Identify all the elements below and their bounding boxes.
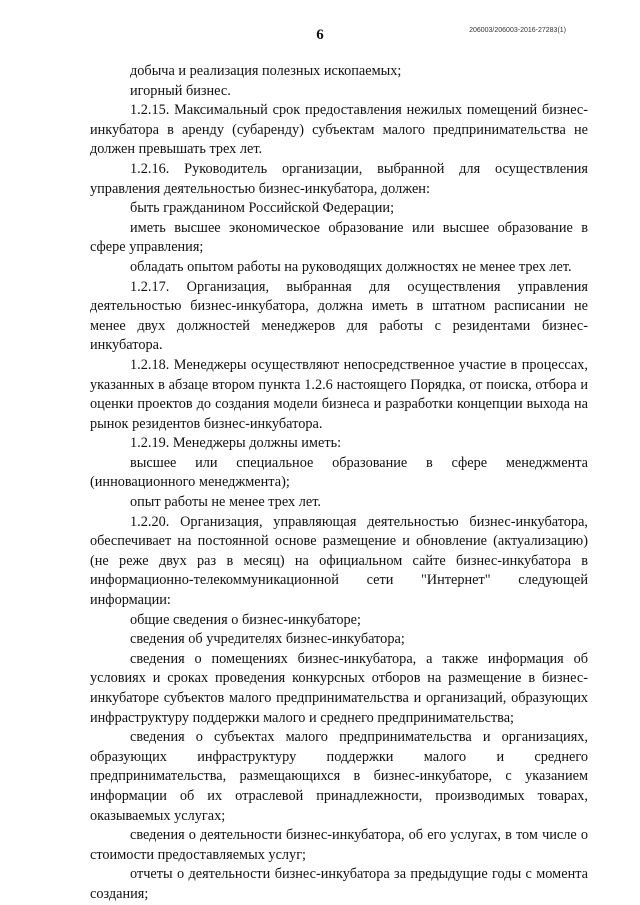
paragraph: сведения об учредителях бизнес-инкубатора; — [130, 631, 405, 648]
paragraph: сведения о субъектах малого предпринимательства и организациях, образующих инфраструктуру поддержки малого и среднего предпринимательства, размещающихся в бизнес-инкубаторе, с указанием информации об их отраслевой принадлежности, производимых товарах, оказываемых услугах; — [90, 729, 588, 824]
paragraph-clause-1-2-17: 1.2.17. Организация, выбранная для осуществления управления деятельностью бизнес-инкубатора, должна иметь в штатном расписании не менее двух должностей менеджеров для работы с резидентами бизнес-инкубатора. — [90, 278, 588, 354]
paragraph: иметь высшее экономическое образование или высшее образование в сфере управления; — [90, 219, 588, 256]
paragraph: обладать опытом работы на руководящих должностях не менее трех лет. — [130, 258, 572, 275]
paragraph: добыча и реализация полезных ископаемых; — [130, 63, 402, 79]
paragraph: игорный бизнес. — [130, 82, 231, 99]
paragraph: сведения о деятельности бизнес-инкубатора, об его услугах, в том числе о стоимости предоставляемых услуг; — [90, 827, 588, 863]
paragraph-clause-1-2-16: 1.2.16. Руководитель организации, выбранной для осуществления управления деятельностью бизнес-инкубатора, должен: — [90, 160, 588, 197]
paragraph: отчеты о деятельности бизнес-инкубатора за предыдущие годы с момента создания; — [90, 866, 588, 902]
paragraph: высшее или специальное образование в сфере менеджмента (инновационного менеджмента); — [90, 454, 588, 491]
paragraph-clause-1-2-20: 1.2.20. Организация, управляющая деятельностью бизнес-инкубатора, обеспечивает на постоянной основе размещение и обновление (актуализацию) (не реже двух раз в месяц) на официальном сайте бизнес-инкубатора в информационно-телекоммуникационной сети "Интернет" следующей информации: — [90, 513, 588, 609]
document-body — [90, 62, 588, 905]
paragraph-clause-1-2-19: 1.2.19. Менеджеры должны иметь: — [130, 435, 342, 452]
paragraph: сведения о помещениях бизнес-инкубатора, а также информация об условиях и сроках проведения конкурсных отборов на размещение в бизнес-инкубаторе субъектов малого предпринимательства и организаций, образующих инфраструктуру поддержки малого и среднего предпринимательства; — [90, 650, 588, 726]
paragraph: опыт работы не менее трех лет. — [130, 494, 321, 511]
paragraph-clause-1-2-15: 1.2.15. Максимальный срок предоставления нежилых помещений бизнес-инкубатора в аренду (субаренду) субъектам малого предпринимательства не должен превышать трех лет. — [90, 102, 588, 158]
paragraph: общие сведения о бизнес-инкубаторе; — [130, 611, 361, 628]
page-number: 6 — [316, 27, 324, 43]
document-reference: 206003/206003-2016-27283(1) — [469, 27, 566, 34]
paragraph: быть гражданином Российской Федерации; — [130, 200, 395, 217]
paragraph-clause-1-2-18: 1.2.18. Менеджеры осуществляют непосредственное участие в процессах, указанных в абзаце втором пункта 1.2.6 настоящего Порядка, от поиска, отбора и оценки проектов до создания модели бизнеса и разработки концепции выхода на рынок резидентов бизнес-инкубатора. — [90, 356, 588, 432]
